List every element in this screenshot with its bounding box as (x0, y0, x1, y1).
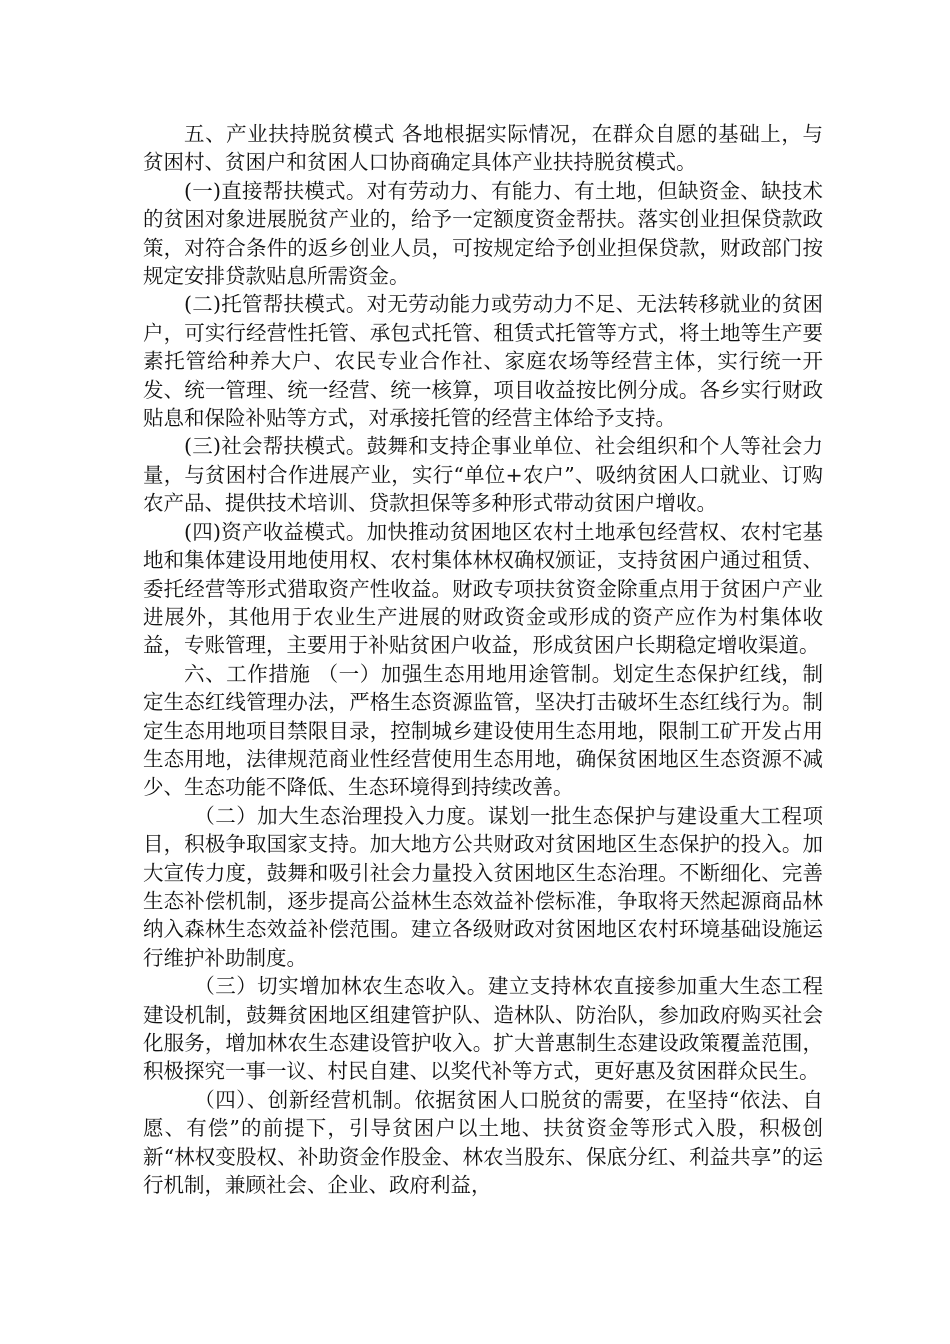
paragraph-direct-assistance: (一)直接帮扶模式。对有劳动力、有能力、有土地，但缺资金、缺技术的贫困对象进展脱贫产业的，给予一定额度资金帮扶。落实创业担保贷款政策，对符合条件的返乡创业人员，可按规定给予创业担保贷款，财政部门按规定安排贷款贴息所需资金。 (143, 178, 823, 289)
paragraph-work-measures: 六、工作措施 （一）加强生态用地用途管制。划定生态保护红线，制定生态红线管理办法，严格生态资源监管，坚决打击破坏生态红线行为。制定生态用地项目禁限目录，控制城乡建设使用生态用地，限制工矿开发占用生态用地，法律规范商业性经营使用生态用地，确保贫困地区生态资源不减少、生态功能不降低、生态环境得到持续改善。 (143, 661, 823, 800)
paragraph-social-assistance: (三)社会帮扶模式。鼓舞和支持企事业单位、社会组织和个人等社会力量，与贫困村合作进展产业，实行“单位+农户”、吸纳贫困人口就业、订购农产品、提供技术培训、贷款担保等多种形式带动贫困户增收。 (143, 434, 823, 516)
paragraph-forest-farmer-income: （三）切实增加林农生态收入。建立支持林农直接参加重大生态工程建设机制，鼓舞贫困地区组建管护队、造林队、防治队，参加政府购买社会化服务，增加林农生态建设管护收入。扩大普惠制生态建设政策覆盖范围，积极探究一事一议、村民自建、以奖代补等方式，更好惠及贫困群众民生。 (143, 974, 823, 1084)
document-body (143, 120, 823, 1199)
paragraph-business-mechanism: （四）、创新经营机制。依据贫困人口脱贫的需要，在坚持“依法、自愿、有偿”的前提下，引导贫困户以土地、扶贫资金等形式入股，积极创新“林权变股权、补助资金作股金、林农当股东、保底分红、利益共享”的运行机制，兼顾社会、企业、政府利益， (143, 1087, 823, 1198)
paragraph-asset-income: (四)资产收益模式。加快推动贫困地区农村土地承包经营权、农村宅基地和集体建设用地使用权、农村集体林权确权颁证，支持贫困户通过租赁、委托经营等形式猎取资产性收益。财政专项扶贫资金除重点用于贫困户产业进展外，其他用于农业生产进展的财政资金或形成的资产应作为村集体收益，专账管理，主要用于补贴贫困户收益，形成贫困户长期稳定增收渠道。 (143, 519, 823, 658)
paragraph-custody-assistance: (二)托管帮扶模式。对无劳动能力或劳动力不足、无法转移就业的贫困户，可实行经营性托管、承包式托管、租赁式托管等方式，将土地等生产要素托管给种养大户、农民专业合作社、家庭农场等经营主体，实行统一开发、统一管理、统一经营、统一核算，项目收益按比例分成。各乡实行财政贴息和保险补贴等方式，对承接托管的经营主体给予支持。 (143, 292, 823, 431)
paragraph-industry-support: 五、产业扶持脱贫模式 各地根据实际情况，在群众自愿的基础上，与贫困村、贫困户和贫困人口协商确定具体产业扶持脱贫模式。 (143, 122, 823, 175)
paragraph-ecological-investment: （二）加大生态治理投入力度。谋划一批生态保护与建设重大工程项目，积极争取国家支持。加大地方公共财政对贫困地区生态保护的投入。加大宣传力度，鼓舞和吸引社会力量投入贫困地区生态治理。不断细化、完善生态补偿机制，逐步提高公益林生态效益补偿标准，争取将天然起源商品林纳入森林生态效益补偿范围。建立各级财政对贫困地区农村环境基础设施运行维护补助制度。 (143, 803, 823, 970)
